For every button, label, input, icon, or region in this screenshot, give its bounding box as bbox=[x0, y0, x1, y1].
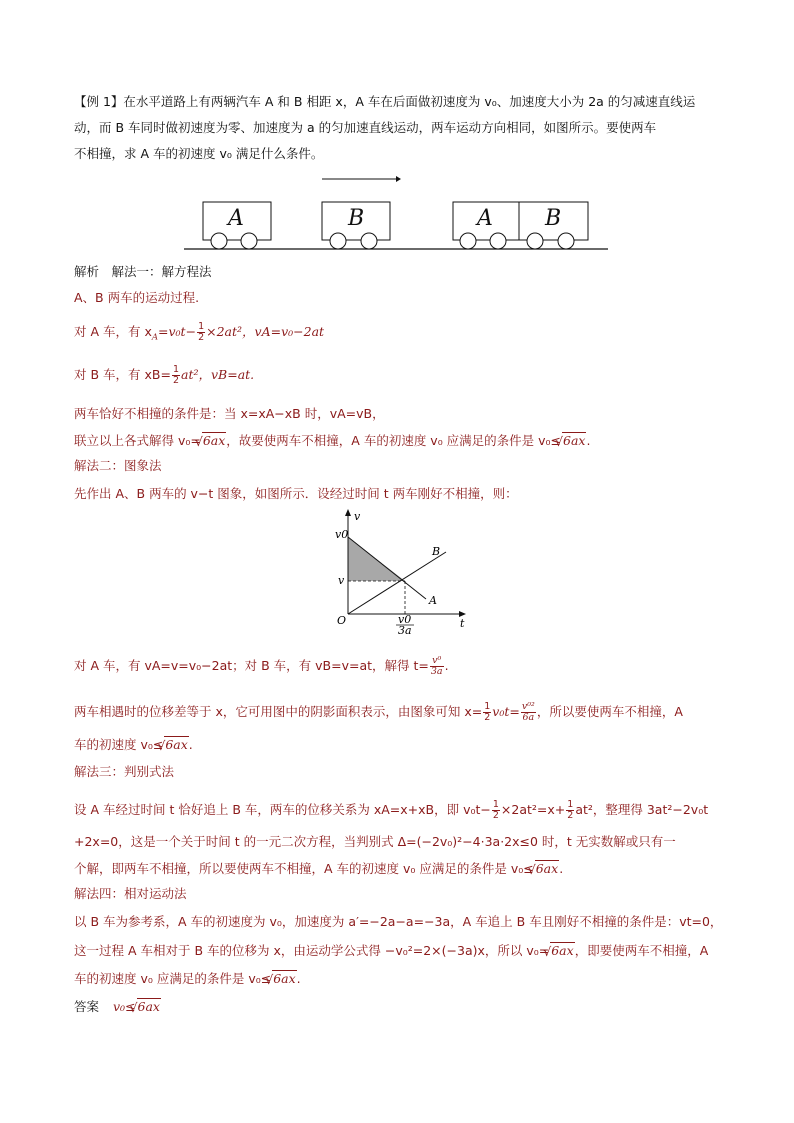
example-line-1: 【例 1】在水平道路上有两辆汽车 A 和 B 相距 x，A 车在后面做初速度为 v₀、加速度大小为 2a 的匀减速直线运 bbox=[74, 94, 696, 109]
graph-v-axis-label: v bbox=[354, 510, 361, 523]
graph-v-label: v bbox=[338, 574, 345, 587]
graph-origin-label: O bbox=[337, 614, 347, 627]
method4-line-3: 车的初速度 v₀ 应满足的条件是 v₀≤√ 6ax. bbox=[74, 970, 301, 987]
method3-heading: 解法三：判别式法 bbox=[74, 764, 175, 779]
example-line-3: 不相撞，求 A 车的初速度 v₀ 满足什么条件。 bbox=[74, 146, 324, 161]
method3-line-3: 个解，即两车不相撞，所以要使两车不相撞，A 车的初速度 v₀ 应满足的条件是 v₀≤√ 6ax. bbox=[74, 860, 563, 877]
method2-line-4: 车的初速度 v₀≤√ 6ax. bbox=[74, 736, 193, 753]
car-label-b1: B bbox=[348, 206, 365, 231]
method2-line-1: 先作出 A、B 两车的 v−t 图象，如图所示．设经过时间 t 两车刚好不相撞，则： bbox=[74, 486, 518, 501]
graph-t-num: v0 bbox=[398, 613, 412, 626]
vt-graph bbox=[326, 506, 486, 636]
method3-line-2: +2x=0，这是一个关于时间 t 的一元二次方程，当判别式 Δ=(−2v₀)²−4·3a·2x≤0 时，t 无实数解或只有一 bbox=[74, 834, 676, 849]
method4-line-2: 这一过程 A 车相对于 B 车的位移为 x，由运动学公式得 −v₀²=2×(−3a)x，所以 v₀=√ 6ax，即要使两车不相撞，A bbox=[74, 942, 708, 959]
method1-line-4: 两车恰好不相撞的条件是：当 x=xA−xB 时，vA=vB， bbox=[74, 406, 385, 421]
answer-label: 答案 bbox=[74, 999, 100, 1014]
method3-line-1: 设 A 车经过时间 t 恰好追上 B 车，两车的位移关系为 xA=x+xB，即 v₀t− $\frac{1}{2}$ ×2at²=x+ $\frac{1}{2}$ at²，整理得 3at²−2v₀t bbox=[74, 799, 709, 821]
method1-line-1: A、B 两车的运动过程. bbox=[74, 290, 200, 305]
method1-line-2: 对 A 车，有 $x_A=v_0t-$ $\frac{1}{2}$ ×2at²，vA=v₀−2at bbox=[74, 321, 325, 343]
graph-v0-label: v0 bbox=[335, 528, 349, 541]
example-line-2: 动，而 B 车同时做初速度为零、加速度为 a 的匀加速直线运动，两车运动方向相同，如图所示。要使两车 bbox=[74, 120, 657, 135]
graph-line-b-label: B bbox=[432, 545, 441, 558]
method4-heading: 解法四：相对运动法 bbox=[74, 886, 187, 901]
car-diagram bbox=[0, 170, 794, 260]
car-label-b2: B bbox=[545, 206, 562, 231]
analysis-heading: 解析 解法一：解方程法 bbox=[74, 264, 212, 279]
graph-t-den: 3a bbox=[398, 624, 412, 636]
graph-t-axis-label: t bbox=[460, 617, 465, 630]
method2-heading: 解法二：图象法 bbox=[74, 458, 162, 473]
car-label-a2: A bbox=[477, 206, 493, 231]
method1-line-5: 联立以上各式解得 v₀=√ 6ax，故要使两车不相撞，A 车的初速度 v₀ 应满足的条件是 v₀≤√ 6ax. bbox=[74, 432, 590, 449]
answer-line: 答案 v₀≤√ 6ax bbox=[74, 998, 161, 1015]
graph-line-a-label: A bbox=[429, 594, 437, 607]
method4-line-1: 以 B 车为参考系，A 车的初速度为 v₀，加速度为 a′=−2a−a=−3a，A 车追上 B 车且刚好不相撞的条件是：vt=0， bbox=[74, 914, 723, 929]
method2-line-3: 两车相遇时的位移差等于 x，它可用图中的阴影面积表示，由图象可知 x= $\frac{1}{2}$ v₀t= $\frac{\text{v⁰²}}{6a}$ ，所以要使两车不相撞，A bbox=[74, 701, 683, 723]
method1-line-3: 对 B 车，有 xB= $\frac{1}{2}$ at²，vB=at. bbox=[74, 364, 255, 386]
method2-line-2: 对 A 车，有 vA=v=v₀−2at；对 B 车，有 vB=v=at，解得 t= $\frac{\text{v⁰}}{3a}$ . bbox=[74, 655, 449, 677]
car-label-a1: A bbox=[228, 206, 244, 231]
